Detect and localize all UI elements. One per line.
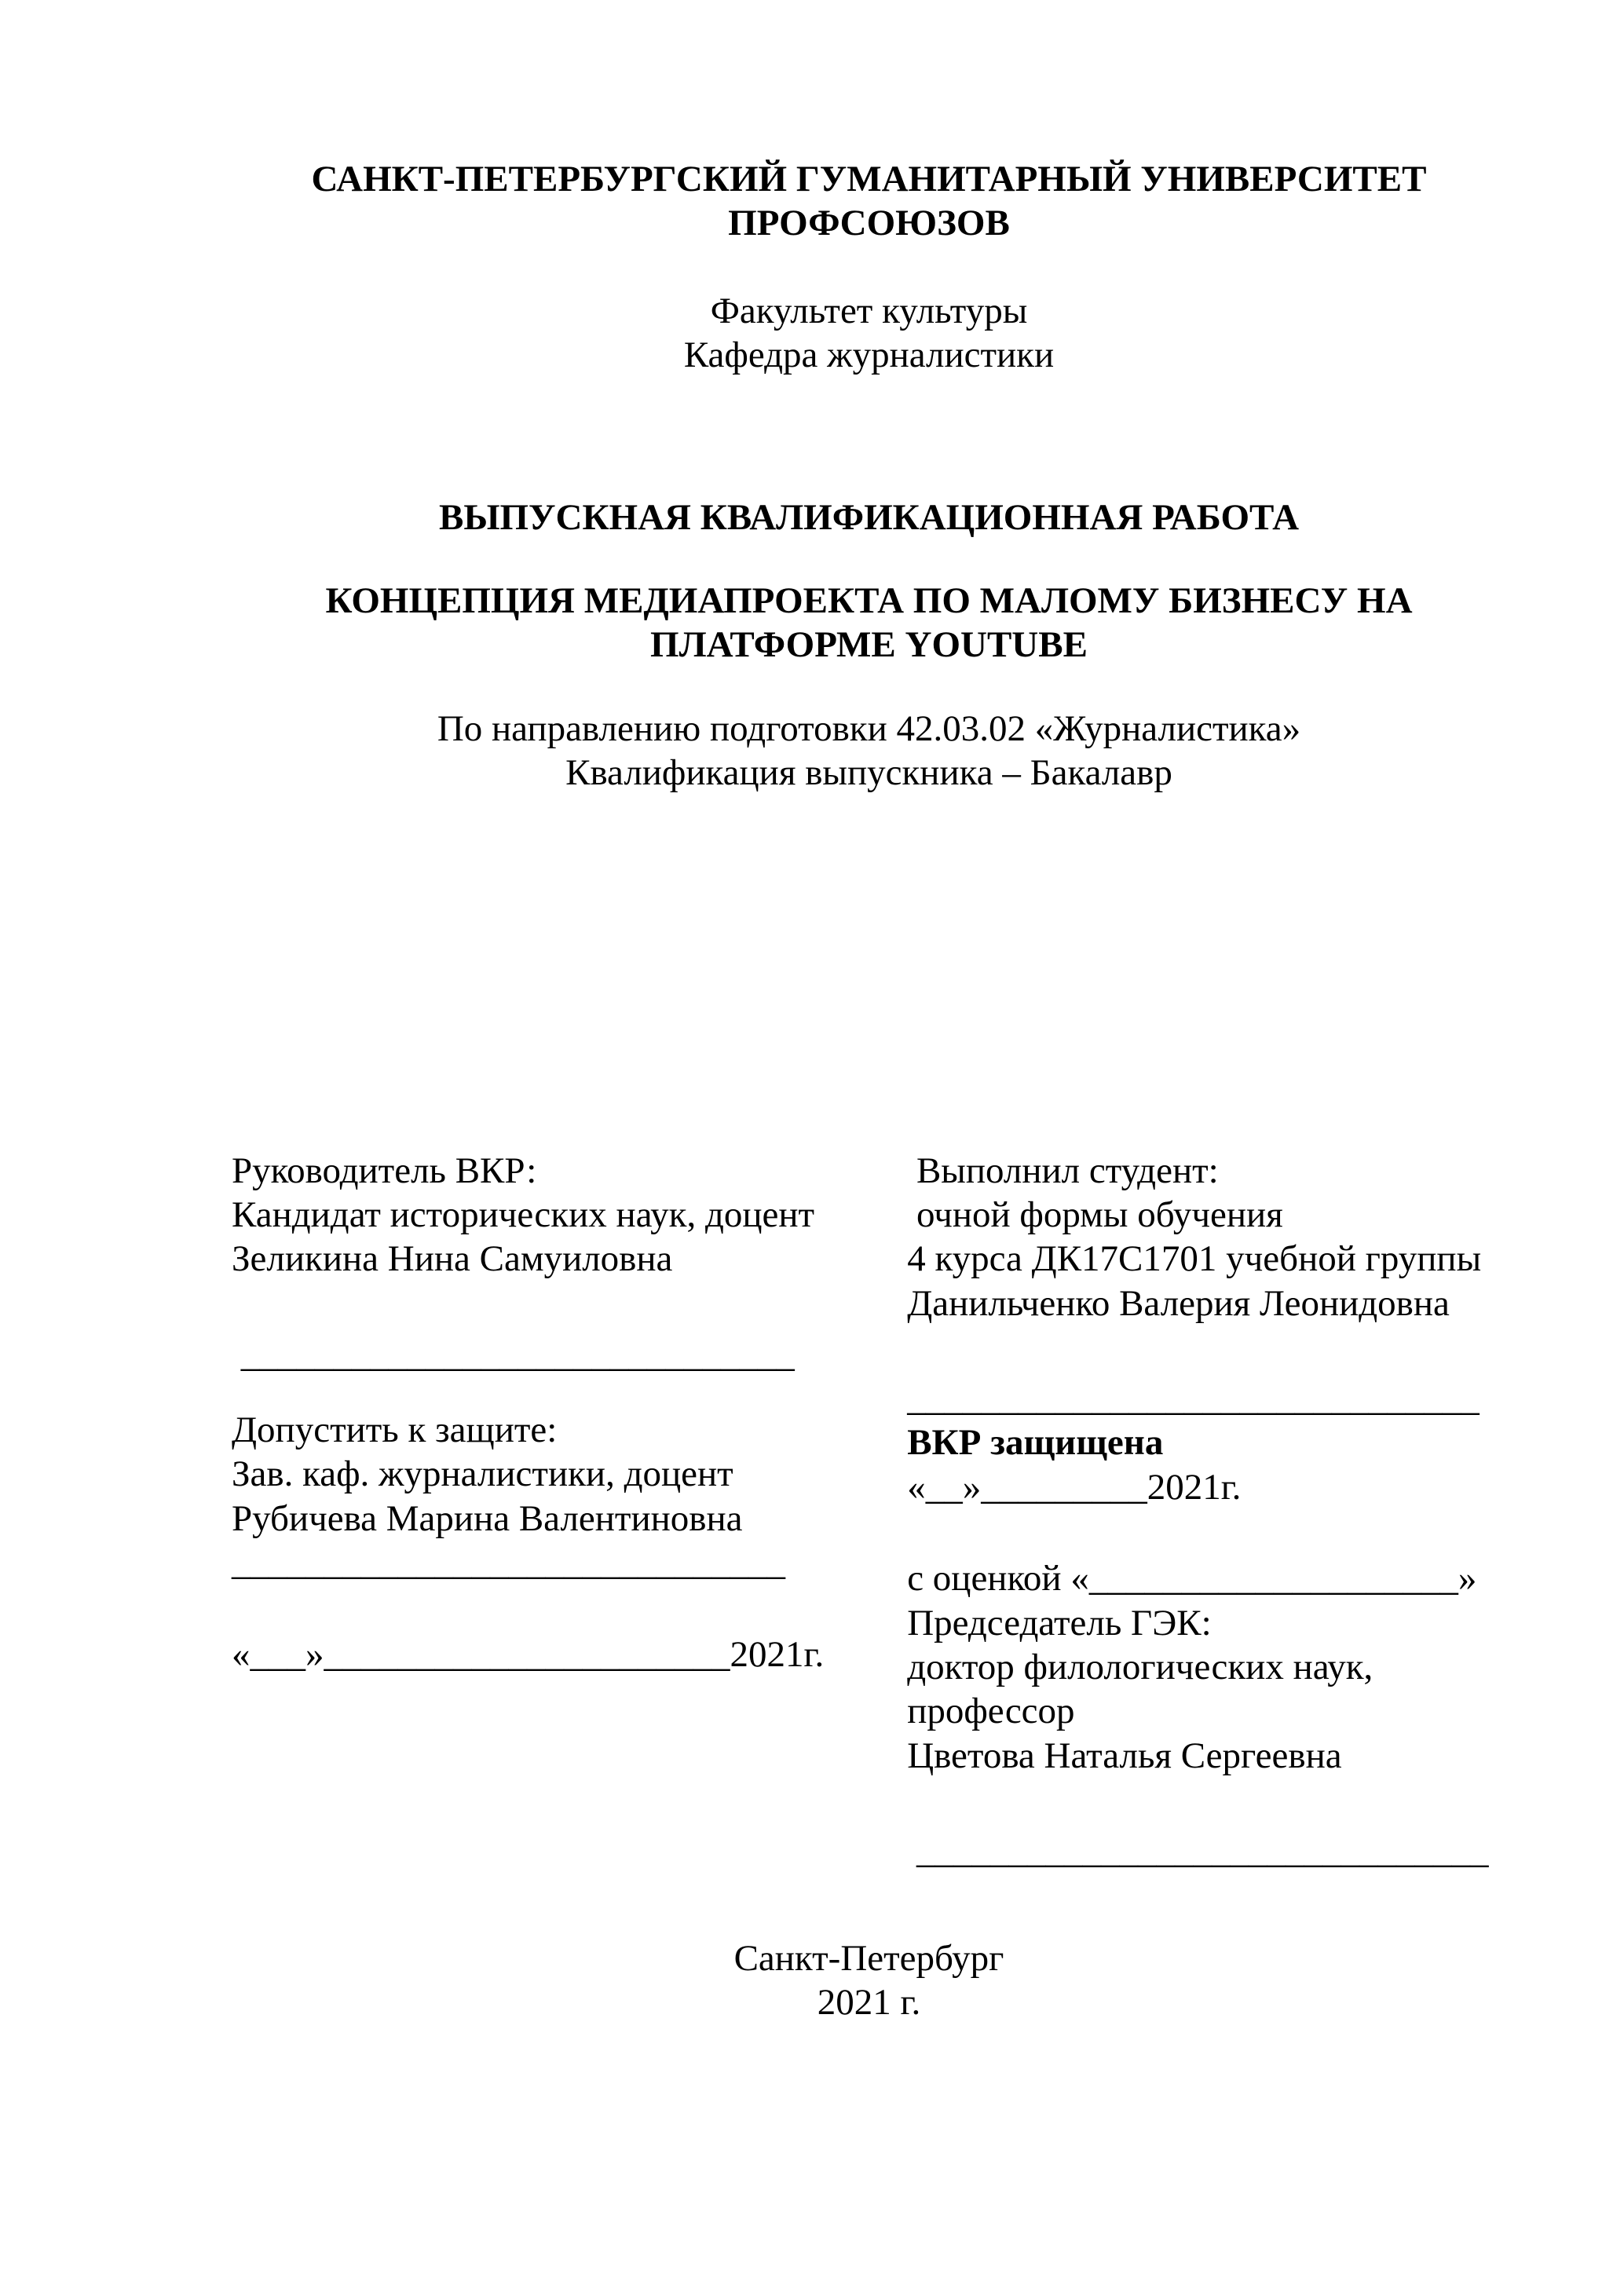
defended-date-line: «__»_________2021г. <box>907 1466 1242 1508</box>
university-name: САНКТ-ПЕТЕРБУРГСКИЙ ГУМАНИТАРНЫЙ УНИВЕРСИТЕТ ПРОФСОЮЗОВ <box>311 159 1427 244</box>
qualification-line: Квалификация выпускника – Бакалавр <box>565 752 1172 794</box>
supervisor-signature-line: ______________________________ <box>232 1333 795 1375</box>
department-head-position: Зав. каф. журналистики, доцент <box>232 1453 733 1495</box>
study-form: очной формы обучения <box>907 1194 1283 1235</box>
supervisor-degree: Кандидат исторических наук, доцент <box>232 1194 815 1235</box>
chair-degree: доктор филологических наук, <box>907 1647 1373 1688</box>
document-footer <box>232 1936 1506 2025</box>
grade-line: с оценкой «____________________» <box>907 1558 1477 1600</box>
student-signature-line: _______________________________ <box>907 1378 1480 1420</box>
chair-label: Председатель ГЭК: <box>907 1602 1212 1643</box>
admission-label: Допустить к защите: <box>232 1409 558 1451</box>
faculty-department-block <box>232 289 1506 378</box>
supervisor-name: Зеликина Нина Самуиловна <box>232 1238 673 1280</box>
chair-name: Цветова Наталья Сергеевна <box>907 1735 1342 1776</box>
student-label: Выполнил студент: <box>907 1150 1219 1191</box>
work-title-heading: КОНЦЕПЦИЯ МЕДИАПРОЕКТА ПО МАЛОМУ БИЗНЕСУ НА ПЛАТФОРМЕ YOUTUBE <box>325 579 1413 666</box>
department-head-name: Рубичева Марина Валентиновна <box>232 1497 743 1539</box>
year-line: 2021 г. <box>817 1981 921 2023</box>
chair-signature-line: _______________________________ <box>907 1830 1489 1872</box>
student-column <box>907 1149 1506 1874</box>
supervisor-column <box>232 1149 907 1874</box>
defended-label: ВКР защищена <box>907 1422 1164 1464</box>
signatures-section <box>232 1149 1506 1874</box>
chair-position: профессор <box>907 1691 1075 1732</box>
document-header <box>232 157 1506 378</box>
city-line: Санкт-Петербург <box>733 1937 1004 1979</box>
student-name: Данильченко Валерия Леонидовна <box>907 1282 1450 1324</box>
program-direction: По направлению подготовки 42.03.02 «Журналистика» <box>437 707 1301 749</box>
student-group: 4 курса ДК17С1701 учебной группы <box>907 1238 1482 1280</box>
department-head-signature-line: ______________________________ <box>232 1542 785 1584</box>
admission-date-line: «___»______________________2021г. <box>232 1633 825 1675</box>
faculty-name: Факультет культуры <box>710 290 1028 331</box>
title-section <box>232 495 1506 795</box>
work-type-heading: ВЫПУСКНАЯ КВАЛИФИКАЦИОННАЯ РАБОТА <box>438 496 1300 538</box>
department-name: Кафедра журналистики <box>683 335 1055 376</box>
supervisor-label: Руководитель ВКР: <box>232 1150 537 1191</box>
program-block <box>232 707 1506 795</box>
